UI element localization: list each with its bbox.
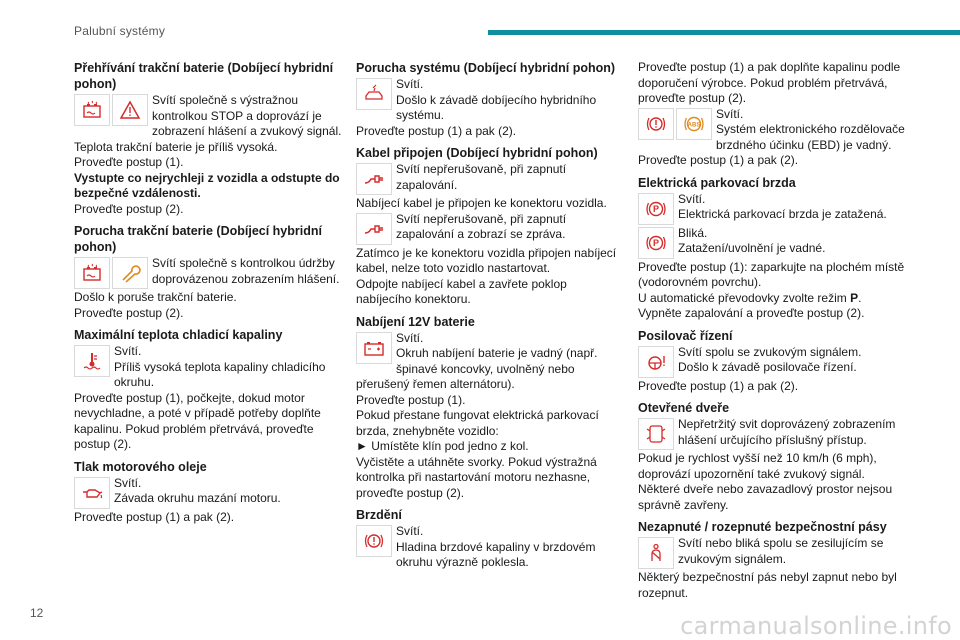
paragraph: Zatímco je ke konektoru vozidla připojen nabíjecí kabel, nelze toto vozidlo nastartovat. Odpojte nabíjecí kabel a zavřete poklop nabíjecího konektoru. [356,245,617,306]
svg-text:ABS: ABS [687,122,701,128]
section-oil-pressure [74,459,342,526]
battery-heat-icon [74,94,110,126]
section-lead: Svítí. Systém elektronického rozdělovače brzdného účinku (EBD) je vadný. [716,106,905,152]
paragraph-bold: Vystupte co nejrychleji z vozidla a odstupte do bezpečné vzdálenosti. [74,170,340,200]
battery-heat-icon [74,257,110,289]
paragraph: Pokud je rychlost vyšší než 10 km/h (6 mph), doprovází upozornění také zvukový signál. Některé dveře nebo zavazadlový prostor nejsou správně zavřeny. [638,451,893,512]
column-1 [74,60,342,531]
section-title: Porucha systému (Dobíjecí hybridní pohon) [356,61,616,75]
section-braking [356,507,624,571]
battery-12v-icon [356,332,392,364]
section-title: Maximální teplota chladicí kapaliny [74,328,283,342]
section-title: Nezapnuté / rozepnuté bezpečnostní pásy [638,520,887,534]
section-battery-fault [74,223,342,321]
section-system-fault [356,60,624,139]
parking-brake-icon [638,193,674,225]
header-title: Palubní systémy [74,24,166,38]
section-lead: Svítí nepřerušovaně, při zapnutí zapalování. [396,162,567,192]
column-3 [638,60,906,607]
svg-text:P: P [652,237,660,248]
paragraph-text: . [858,290,862,305]
section-title: Brzdění [356,508,402,522]
section-lead: Svítí. Hladina brzdové kapaliny v brzdovém okruhu výrazně poklesla. [396,524,596,569]
paragraph: Proveďte postup (1) a pak (2). [638,153,799,167]
section-parking-brake [638,175,906,322]
paragraph: Vypněte zapalování a proveďte postup (2). [638,306,865,320]
paragraph-text: U automatické převodovky zvolte režim [638,290,851,305]
coolant-temperature-icon [74,345,110,377]
section-title: Přehřívání trakční baterie (Dobíjecí hybridní pohon) [74,61,334,91]
paragraph [638,291,906,307]
section-title: Tlak motorového oleje [74,459,207,474]
section-title: Elektrická parkovací brzda [638,175,796,190]
paragraph: Proveďte postup (1): zaparkujte na plochém místě (vodorovném povrchu). [638,259,905,289]
charging-cable-icon [356,213,392,245]
gear-mode-p: P [850,290,859,305]
section-cable-connected [356,145,624,308]
section-lead: Svítí. Okruh nabíjení baterie je vadný (např. špinavé koncovky, uvolněný nebo přerušený řemen alternátoru). [356,330,598,391]
section-lead: Svítí. Elektrická parkovací brzda je zatažená. [678,191,887,221]
section-12v-charging [356,314,624,502]
section-lead: Svítí. Došlo k závadě dobíjecího hybridního systému. [396,77,597,122]
power-steering-icon [638,346,674,378]
section-lead: Svítí. Závada okruhu mazání motoru. [114,475,281,505]
paragraph: Proveďte postup (1) a pak (2). [356,123,517,138]
paragraph: Proveďte postup (1). [74,155,184,169]
abs-icon [676,108,712,140]
section-coolant-temp [74,327,342,453]
section-brake-continued [638,60,906,169]
section-lead: Svítí společně s kontrolkou údržby doprovázenou zobrazením hlášení. [152,256,340,286]
paragraph: Proveďte postup (1), počkejte, dokud motor nevychladne, a poté v případě potřeby doplňte kapalinu. Pokud problém přetrvává, proveďte postup (2). [74,390,321,451]
warning-triangle-icon [112,94,148,126]
charging-cable-icon [356,163,392,195]
hybrid-system-fault-icon [356,78,392,110]
section-doors-open [638,400,906,513]
section-lead: Bliká. Zatažení/uvolnění je vadné. [678,225,826,255]
section-title: Porucha trakční baterie (Dobíjecí hybridní pohon) [74,224,322,254]
section-lead: Svítí nebo bliká spolu se zesilujícím se zvukovým signálem. [678,536,884,566]
header-accent-bar [488,30,960,35]
watermark: carmanualsonline.info [680,612,952,640]
section-lead: Svítí nepřerušovaně, při zapnutí zapalování a zobrazí se zpráva. [396,211,567,241]
column-2 [356,60,624,577]
paragraph: Teplota trakční baterie je příliš vysoká. [74,139,278,154]
section-lead: Svítí. Příliš vysoká teplota kapaliny chladicího okruhu. [114,344,326,389]
paragraph: Proveďte postup (1) a pak (2). [638,378,799,393]
seatbelt-icon [638,537,674,569]
paragraph: Některý bezpečnostní pás nebyl zapnut nebo byl rozepnut. [638,570,897,600]
paragraph: Došlo k poruše trakční baterie. [74,290,237,304]
section-lead: Nepřetržitý svit doprovázený zobrazením hlášení určujícího příslušný přístup. [678,417,896,447]
section-title: Kabel připojen (Dobíjecí hybridní pohon) [356,146,598,160]
door-open-icon [638,418,674,450]
svg-text:P: P [652,203,660,214]
page-number: 12 [30,606,44,620]
section-lead: Svítí společně s výstražnou kontrolkou STOP a doprovází je zobrazení hlášení a zvukový signál. [152,93,342,138]
section-title: Posilovač řízení [638,328,733,343]
paragraph: Proveďte postup (1) a pak doplňte kapalinu podle doporučení výrobce. Pokud problém přetrvává, proveďte postup (2). [638,60,901,105]
section-battery-overheat [74,60,342,217]
section-seatbelts [638,519,906,601]
brake-warning-icon [638,108,674,140]
section-title: Otevřené dveře [638,401,730,415]
paragraph: Proveďte postup (1) a pak (2). [74,509,235,524]
wrench-icon [112,257,148,289]
parking-brake-icon [638,227,674,259]
oil-pressure-icon [74,477,110,509]
paragraph: Nabíjecí kabel je připojen ke konektoru vozidla. [356,196,607,210]
brake-warning-icon [356,525,392,557]
paragraph: Proveďte postup (2). [74,201,184,216]
section-lead: Svítí spolu se zvukovým signálem. Došlo k závadě posilovače řízení. [678,344,862,374]
paragraph: Proveďte postup (1). Pokud přestane fungovat elektrická parkovací brzda, znehybněte vozidlo: ► Umístěte klín pod jedno z kol. Vyčistěte a utáhněte svorky. Pokud výstražná kontrolka při nastartování motoru nezhasne, proveďte postup (2). [356,392,599,500]
section-power-steering [638,328,906,395]
paragraph: Proveďte postup (2). [74,305,184,320]
section-title: Nabíjení 12V baterie [356,314,475,329]
